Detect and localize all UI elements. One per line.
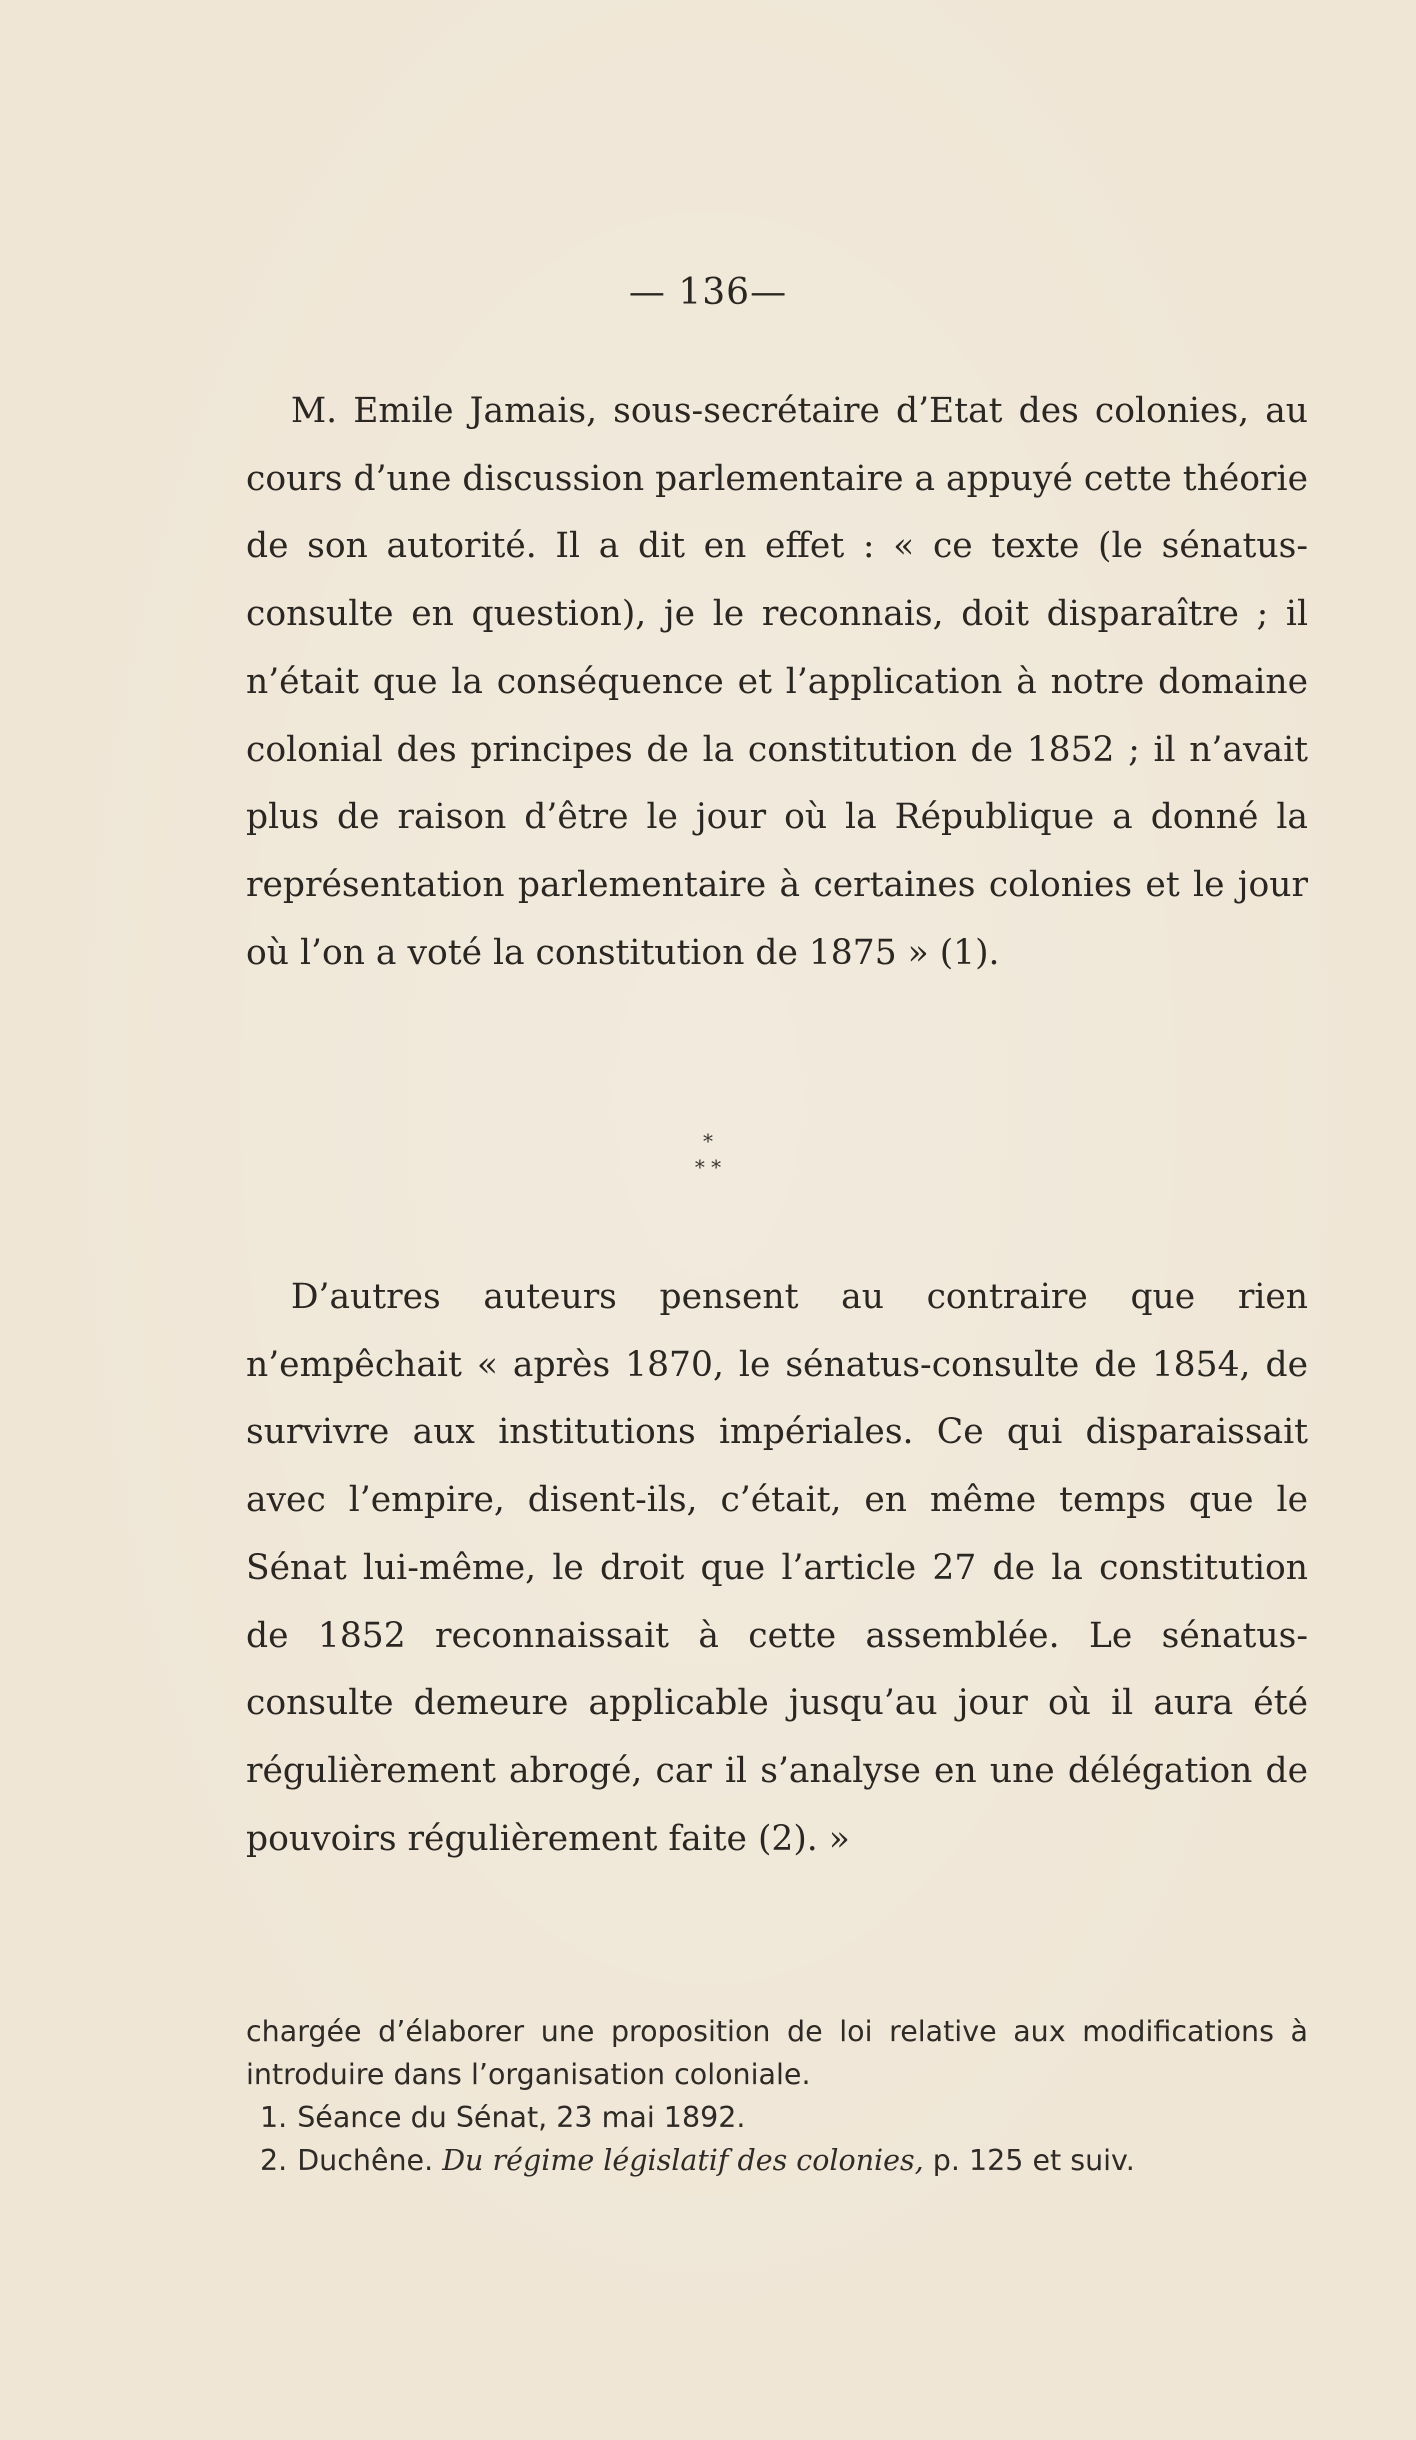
footnote-2-author: Duchêne. [297,2144,434,2177]
asterism [0,1128,1416,1180]
footnote-2-number: 2. [260,2144,288,2177]
footnote-2 [246,2139,1308,2182]
footnote-1-text: Séance du Sénat, 23 mai 1892. [297,2101,746,2134]
footnote-1-number: 1. [260,2101,288,2134]
footnote-continuation: chargée d’élaborer une proposition de loi relative aux modifications à introduire dans l’organisation coloniale. [246,2015,1308,2091]
paragraph-2: D’autres auteurs pensent au contraire que rien n’empêchait « après 1870, le sénatus-consulte de 1854, de survivre aux institutions impériales. Ce qui disparaissait avec l’empire, disent-ils, c’était, en même temps que le Sénat lui-même, le droit que l’article 27 de la constitution de 1852 reconnaissait à cette assemblée. Le sénatus-consulte demeure applicable jusqu’au jour où il aura été régulièrement abrogé, car il s’analyse en une délégation de pouvoirs régulièrement faite (2). » [246,1277,1308,1859]
footnote-2-rest: p. 125 et suiv. [932,2144,1135,2177]
footnote-2-title: Du régime législatif des colonies, [442,2144,924,2177]
paragraph-1: M. Emile Jamais, sous-secrétaire d’Etat des colonies, au cours d’une discussion parlementaire a appuyé cette théorie de son autorité. Il a dit en effet : « ce texte (le sénatus-consulte en question), je le reconnais, doit disparaître ; il n’était que la conséquence et l’application à notre domaine colonial des principes de la constitution de 1852 ; il n’avait plus de raison d’être le jour où la République a donné la représentation parlementaire à certaines colonies et le jour où l’on a voté la constitution de 1875 » (1). [246,391,1308,973]
footnote-1 [246,2096,1308,2139]
page-number: — 136— [628,272,788,313]
asterism-bottom: * * [694,1155,722,1179]
asterism-top: * [703,1129,713,1153]
footnotes [246,2010,1308,2182]
